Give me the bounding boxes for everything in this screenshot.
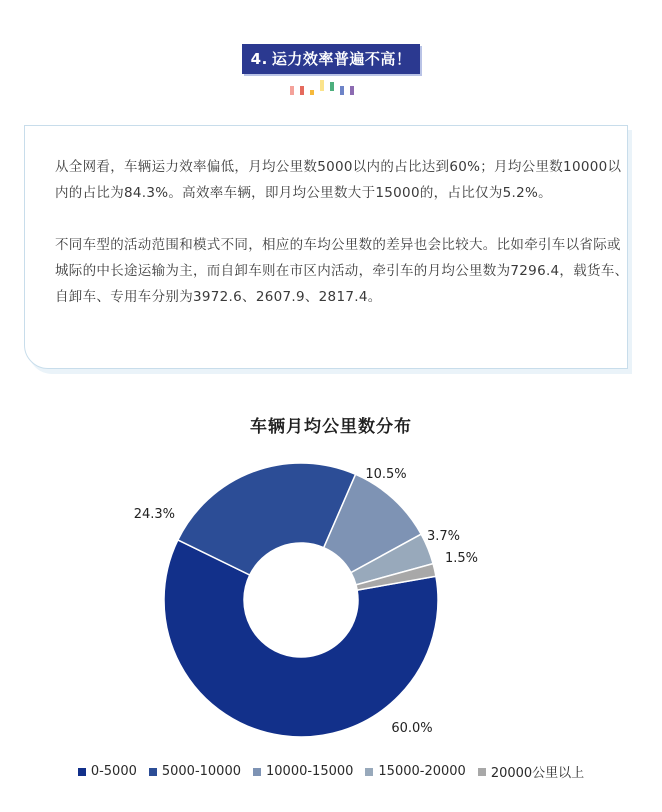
legend-label: 10000-15000 bbox=[266, 764, 354, 779]
section-number: 4. bbox=[250, 50, 268, 68]
legend-item bbox=[478, 762, 584, 781]
paragraph-1: 从全网看，车辆运力效率偏低，月均公里数5000以内的占比达到60%；月均公里数10000以内的占比为84.3%。高效率车辆，即月均公里数大于15000的，占比仅为5.2%。 bbox=[55, 159, 622, 201]
data-label: 1.5% bbox=[445, 551, 479, 566]
legend-item bbox=[149, 762, 241, 781]
chart-title: 车辆月均公里数分布 bbox=[250, 417, 412, 437]
legend-swatch bbox=[478, 768, 486, 776]
legend-label: 15000-20000 bbox=[378, 764, 466, 779]
legend-label: 20000公里以上 bbox=[490, 766, 585, 781]
data-label: 3.7% bbox=[427, 529, 461, 544]
section-title: 运力效率普遍不高！ bbox=[271, 50, 412, 68]
legend-label: 0-5000 bbox=[90, 764, 137, 779]
data-label: 24.3% bbox=[133, 507, 175, 522]
legend-swatch bbox=[253, 768, 261, 776]
paragraph-2: 不同车型的活动范围和模式不同，相应的车均公里数的差异也会比较大。比如牵引车以省际或城际的中长途运输为主，而自卸车则在市区内活动，牵引车的月均公里数为7296.4，载货车、自卸车、专用车分别为3972.6、2607.9、2817.4。 bbox=[55, 237, 629, 305]
legend-swatch bbox=[78, 768, 86, 776]
legend-item bbox=[78, 762, 137, 781]
data-label: 10.5% bbox=[365, 467, 407, 482]
legend-swatch bbox=[365, 768, 373, 776]
legend-item bbox=[365, 762, 465, 781]
legend-item bbox=[253, 762, 353, 781]
legend-swatch bbox=[149, 768, 157, 776]
data-label: 60.0% bbox=[391, 721, 433, 736]
chart-legend bbox=[0, 762, 662, 781]
legend-label: 5000-10000 bbox=[161, 764, 241, 779]
